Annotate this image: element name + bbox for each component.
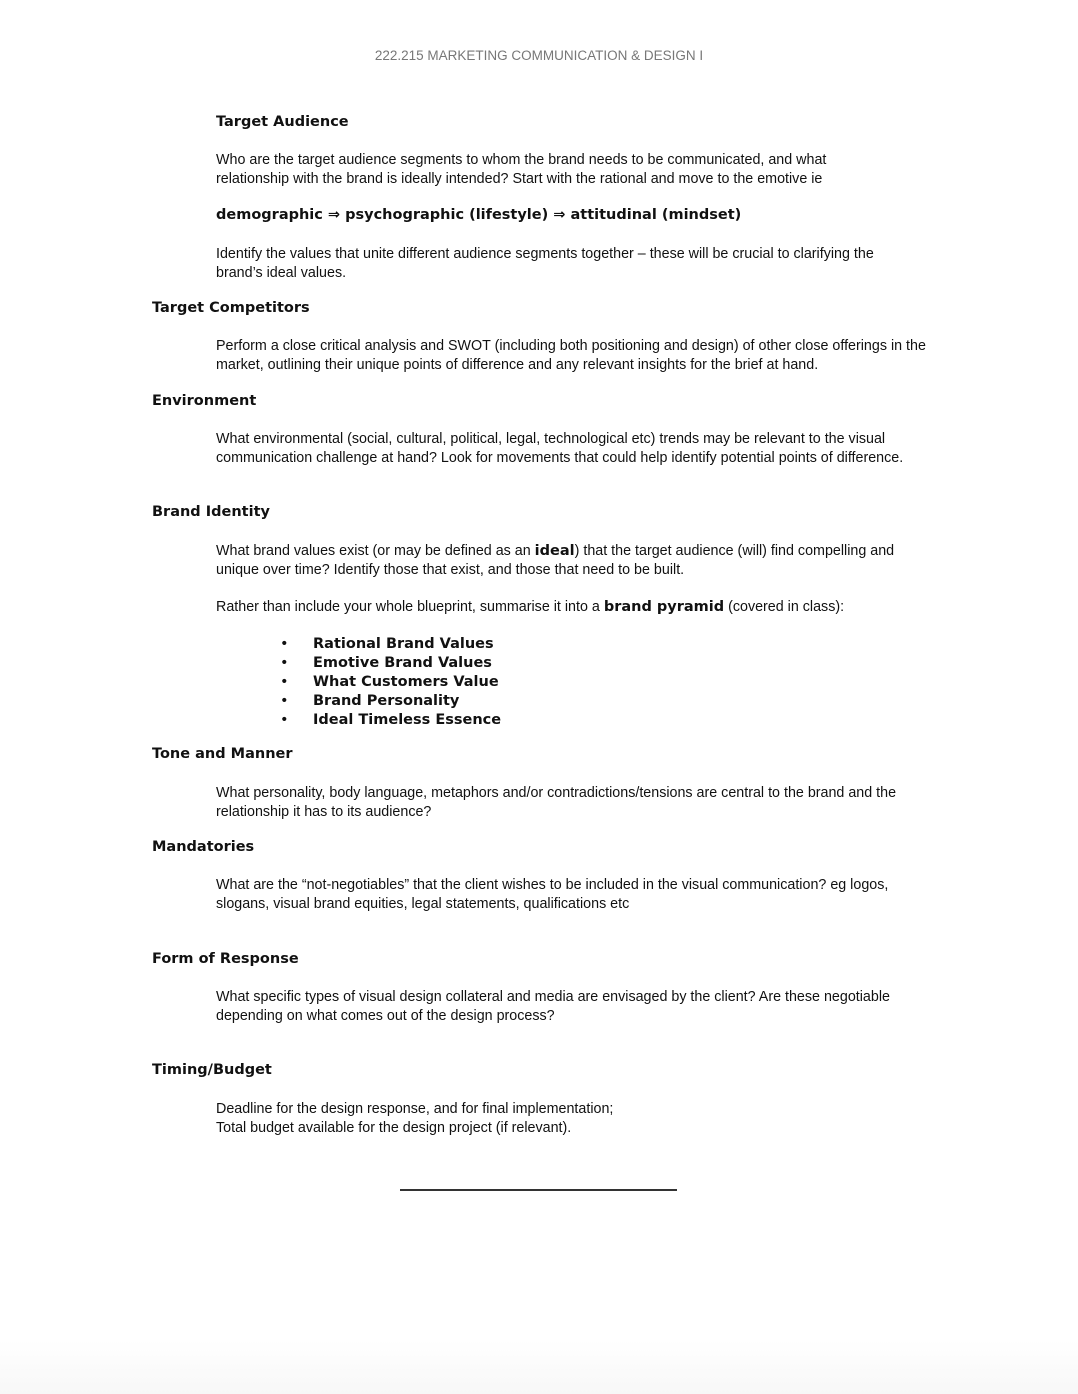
audience-flow: demographic ⇒ psychographic (lifestyle) ⇒ attitudinal (mindset)	[216, 207, 742, 223]
heading-target-competitors: Target Competitors	[152, 300, 310, 316]
text: What brand values exist (or may be defined as an	[216, 543, 535, 559]
bullet-icon: •	[280, 712, 289, 728]
heading-form-of-response: Form of Response	[152, 951, 299, 967]
budget-line: Total budget available for the design project (if relevant).	[216, 1119, 572, 1136]
bold-ideal: ideal	[534, 543, 575, 559]
bullet-icon: •	[280, 674, 289, 690]
heading-brand-identity: Brand Identity	[152, 504, 270, 520]
brand-identity-text	[216, 542, 926, 579]
timing-line: Deadline for the design response, and for final implementation;	[216, 1101, 614, 1117]
list-item	[280, 711, 501, 730]
heading-environment: Environment	[152, 393, 257, 409]
list-item	[280, 673, 501, 692]
end-divider	[400, 1189, 677, 1191]
bold-brand-pyramid: brand pyramid	[603, 599, 725, 615]
heading-timing-budget: Timing/Budget	[152, 1062, 272, 1078]
list-item	[280, 635, 501, 654]
heading-tone-and-manner: Tone and Manner	[152, 746, 293, 762]
heading-mandatories: Mandatories	[152, 839, 255, 855]
heading-target-audience: Target Audience	[216, 114, 349, 130]
target-audience-text: Who are the target audience segments to whom the brand needs to be communicated, and what relationship with the brand is ideally intended? Start with the rational and move to the emotive ie	[216, 152, 827, 187]
form-text: What specific types of visual design collateral and media are envisaged by the client? Are these negotiable depending on what comes out of the design process?	[216, 989, 890, 1024]
text: (covered in class):	[724, 599, 845, 615]
text: Rather than include your whole blueprint, summarise it into a	[216, 599, 604, 615]
list-item-label: Brand Personality	[313, 693, 460, 709]
timing-text	[216, 1100, 926, 1137]
tone-text: What personality, body language, metaphors and/or contradictions/tensions are central to the brand and the relationship it has to its audience?	[216, 785, 897, 820]
text: ) that the target audience (will) find compelling and unique over time? Identify those that exist, and those that need to be built.	[216, 543, 895, 578]
list-item-label: What Customers Value	[313, 674, 499, 690]
list-item	[280, 654, 501, 673]
brand-pyramid-text	[216, 598, 926, 617]
mandatories-text: What are the “not-negotiables” that the client wishes to be included in the visual communication? eg logos, slogans, visual brand equities, legal statements, qualifications etc	[216, 877, 889, 912]
list-item-label: Emotive Brand Values	[313, 655, 492, 671]
list-item	[280, 692, 501, 711]
target-competitors-text: Perform a close critical analysis and SWOT (including both positioning and design) of other close offerings in the market, outlining their unique points of difference and any relevant insights for the brief at hand.	[216, 338, 926, 373]
bullet-icon: •	[280, 693, 289, 709]
environment-text: What environmental (social, cultural, political, legal, technological etc) trends may be relevant to the visual communication challenge at hand? Look for movements that could help identify potential points of difference.	[216, 431, 904, 466]
bullet-icon: •	[280, 636, 289, 652]
page-header: 222.215 MARKETING COMMUNICATION & DESIGN I	[374, 48, 704, 63]
target-audience-values: Identify the values that unite different audience segments together – these will be crucial to clarifying the brand’s ideal values.	[216, 246, 874, 281]
list-item-label: Rational Brand Values	[313, 636, 494, 652]
bullet-icon: •	[280, 655, 289, 671]
brand-pyramid-list	[280, 635, 501, 730]
list-item-label: Ideal Timeless Essence	[313, 712, 502, 728]
